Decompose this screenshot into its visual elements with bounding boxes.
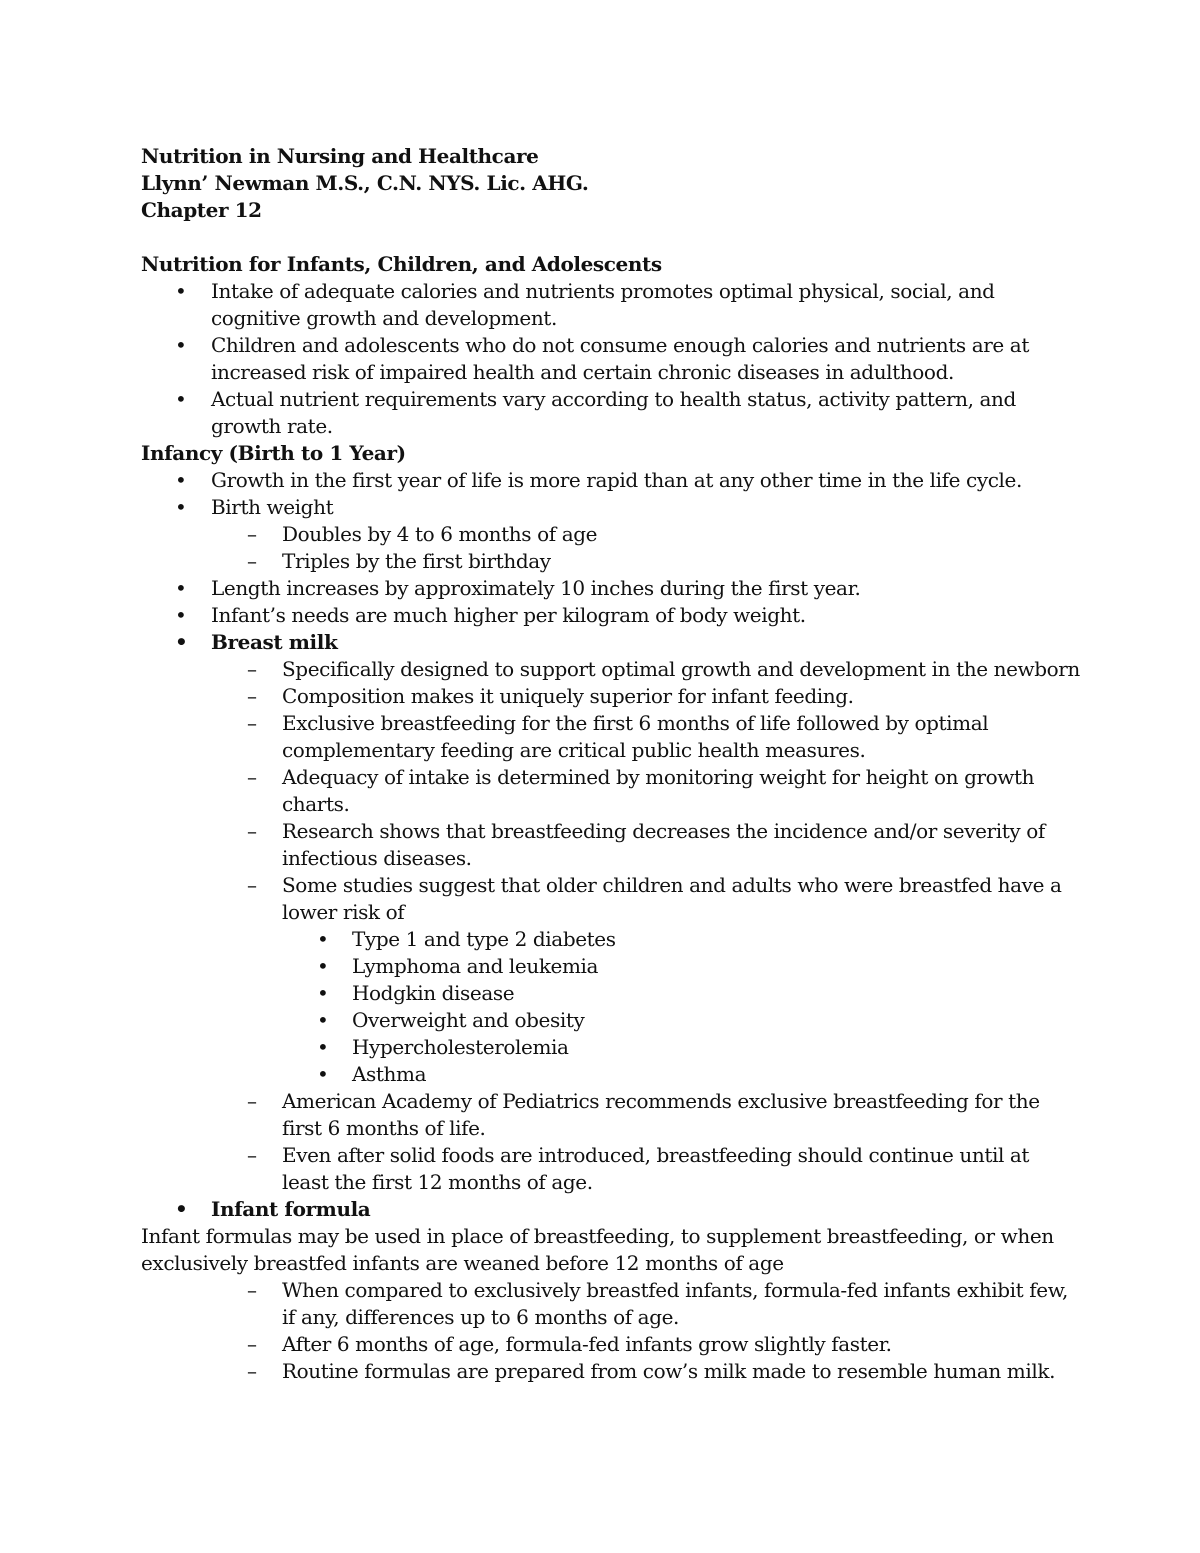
bullet-marker: • (317, 927, 329, 951)
dash-marker: – (247, 522, 257, 546)
sub-list-item-text: Exclusive breastfeeding for the first 6 months of life followed by optimal complementary feeding are critical public health measures. (282, 711, 989, 762)
bullet-marker: • (175, 630, 188, 654)
sub-list-item (141, 1277, 1081, 1331)
sub-list-item (141, 656, 1081, 683)
nested-list-item-text: Hodgkin disease (352, 981, 515, 1005)
sub-list-item (141, 764, 1081, 818)
section-heading-infancy: Infancy (Birth to 1 Year) (141, 441, 406, 465)
nested-list-item-text: Asthma (352, 1062, 427, 1086)
dash-marker: – (247, 1278, 257, 1302)
sub-list-item (141, 548, 1081, 575)
dash-marker: – (247, 819, 257, 843)
infant-formula-paragraph: Infant formulas may be used in place of breastfeeding, to supplement breastfeeding, or when exclusively breastfed infants are weaned before 12 months of age (141, 1224, 1054, 1275)
sub-list-item-text: American Academy of Pediatrics recommends exclusive breastfeeding for the first 6 months of life. (282, 1089, 1040, 1140)
list-item (141, 332, 1081, 386)
sub-list-item-text: Even after solid foods are introduced, breastfeeding should continue until at least the first 12 months of age. (282, 1143, 1030, 1194)
dash-marker: – (247, 1359, 257, 1383)
list-item-text: Intake of adequate calories and nutrients promotes optimal physical, social, and cognitive growth and development. (211, 279, 995, 330)
nested-list-item (141, 1034, 1081, 1061)
bullet-marker: • (175, 468, 187, 492)
nested-list-item-text: Lymphoma and leukemia (352, 954, 599, 978)
bullet-marker: • (317, 1062, 329, 1086)
sub-list-item (141, 1331, 1081, 1358)
author-line: Llynn’ Newman M.S., C.N. NYS. Lic. AHG. (141, 171, 589, 195)
course-title: Nutrition in Nursing and Healthcare (141, 144, 539, 168)
sub-list-item-text: Research shows that breastfeeding decreases the incidence and/or severity of infectious diseases. (282, 819, 1045, 870)
bullet-marker: • (175, 387, 187, 411)
chapter-label: Chapter 12 (141, 198, 262, 222)
spacer (141, 224, 1081, 251)
sub-list-item-text: Triples by the first birthday (282, 549, 551, 573)
list-item-text: Infant’s needs are much higher per kilogram of body weight. (211, 603, 806, 627)
section-heading-nutrition: Nutrition for Infants, Children, and Adolescents (141, 252, 662, 276)
list-item (141, 386, 1081, 440)
bullet-marker: • (175, 333, 187, 357)
bullet-marker: • (175, 576, 187, 600)
list-item-text: Actual nutrient requirements vary according to health status, activity pattern, and growth rate. (211, 387, 1016, 438)
bullet-marker: • (175, 279, 187, 303)
list-item-infant-formula (141, 1196, 1081, 1223)
dash-marker: – (247, 1332, 257, 1356)
dash-marker: – (247, 549, 257, 573)
list-item-text: Length increases by approximately 10 inches during the first year. (211, 576, 861, 600)
sub-list-item-text: When compared to exclusively breastfed infants, formula-fed infants exhibit few, if any, differences up to 6 months of age. (282, 1278, 1068, 1329)
sub-list-item (141, 683, 1081, 710)
dash-marker: – (247, 711, 257, 735)
nested-list-item-text: Type 1 and type 2 diabetes (352, 927, 616, 951)
dash-marker: – (247, 657, 257, 681)
nested-list-item (141, 1007, 1081, 1034)
sub-list-item-text: Specifically designed to support optimal growth and development in the newborn (282, 657, 1080, 681)
sub-list-item (141, 1088, 1081, 1142)
list-item-text: Breast milk (211, 630, 338, 654)
nested-list-item (141, 926, 1081, 953)
list-item (141, 467, 1081, 494)
sub-list-item-text: Routine formulas are prepared from cow’s milk made to resemble human milk. (282, 1359, 1056, 1383)
sub-list-item-text: Adequacy of intake is determined by monitoring weight for height on growth charts. (282, 765, 1035, 816)
list-item-text: Infant formula (211, 1197, 371, 1221)
list-item-text: Children and adolescents who do not consume enough calories and nutrients are at increased risk of impaired health and certain chronic diseases in adulthood. (211, 333, 1029, 384)
bullet-marker: • (175, 1197, 188, 1221)
nested-list-item-text: Overweight and obesity (352, 1008, 585, 1032)
dash-marker: – (247, 684, 257, 708)
bullet-marker: • (317, 954, 329, 978)
dash-marker: – (247, 765, 257, 789)
sub-list-item-text: After 6 months of age, formula-fed infants grow slightly faster. (282, 1332, 892, 1356)
list-item (141, 278, 1081, 332)
sub-list-item (141, 872, 1081, 926)
bullet-marker: • (317, 981, 329, 1005)
dash-marker: – (247, 873, 257, 897)
list-item-text: Growth in the first year of life is more rapid than at any other time in the life cycle. (211, 468, 1022, 492)
bullet-marker: • (317, 1008, 329, 1032)
list-item (141, 602, 1081, 629)
list-item-breast-milk (141, 629, 1081, 656)
sub-list-item-text: Some studies suggest that older children and adults who were breastfed have a lower risk of (282, 873, 1062, 924)
bullet-marker: • (317, 1035, 329, 1059)
bullet-marker: • (175, 495, 187, 519)
nested-list-item-text: Hypercholesterolemia (352, 1035, 569, 1059)
sub-list-item-text: Doubles by 4 to 6 months of age (282, 522, 598, 546)
nested-list-item (141, 953, 1081, 980)
sub-list-item (141, 521, 1081, 548)
sub-list-item-text: Composition makes it uniquely superior for infant feeding. (282, 684, 854, 708)
bullet-marker: • (175, 603, 187, 627)
document-content (141, 143, 1081, 1385)
sub-list-item (141, 710, 1081, 764)
list-item (141, 494, 1081, 521)
sub-list-item (141, 1358, 1081, 1385)
nested-list-item (141, 980, 1081, 1007)
sub-list-item (141, 1142, 1081, 1196)
list-item-text: Birth weight (211, 495, 334, 519)
dash-marker: – (247, 1089, 257, 1113)
list-item (141, 575, 1081, 602)
nested-list-item (141, 1061, 1081, 1088)
sub-list-item (141, 818, 1081, 872)
dash-marker: – (247, 1143, 257, 1167)
